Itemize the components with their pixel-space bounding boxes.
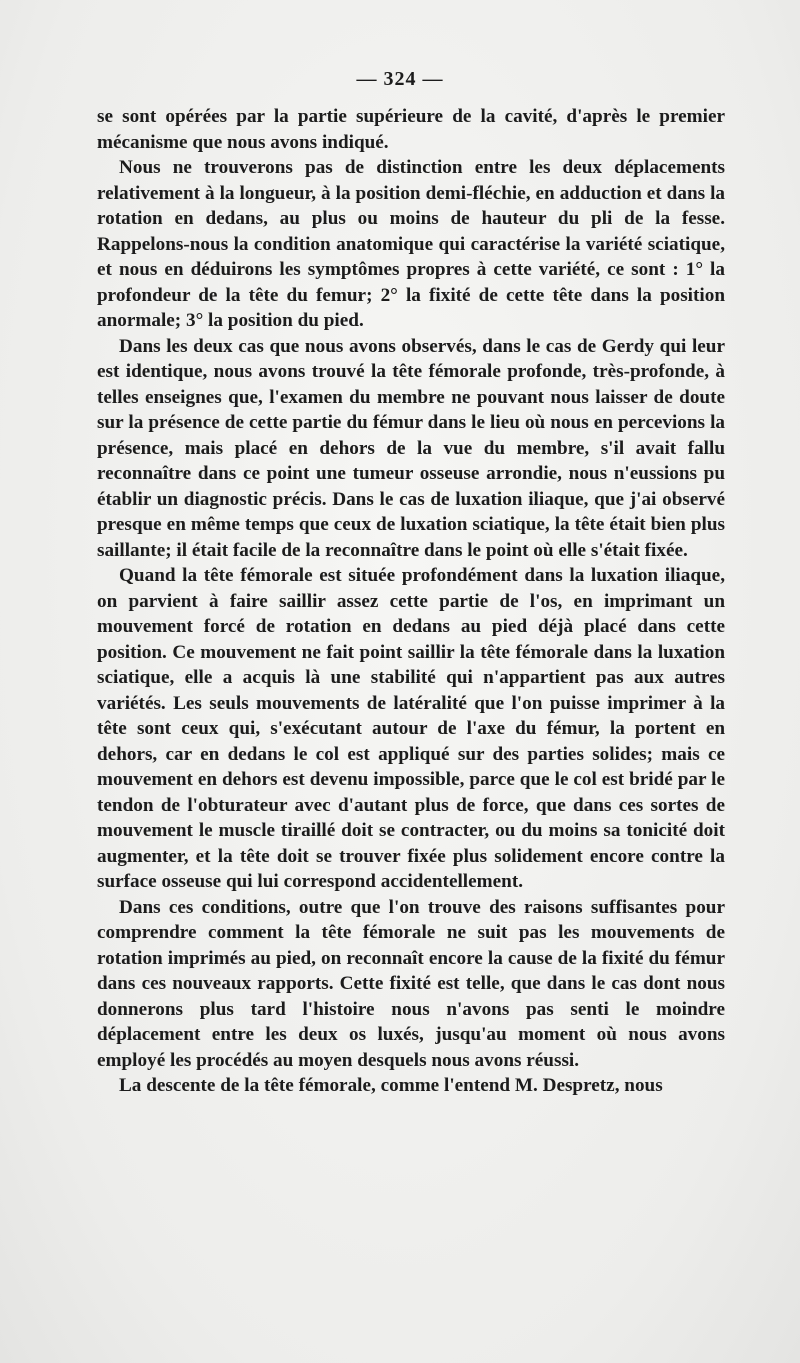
paragraph-1: se sont opérées par la partie supérieure de la cavité, d'après le premier mécanisme que nous avons indiqué. bbox=[97, 106, 725, 153]
page-number: — 324 — bbox=[356, 68, 444, 90]
body-text bbox=[97, 104, 725, 1099]
paragraph-5: Dans ces conditions, outre que l'on trouve des raisons suffisantes pour comprendre comment la tête fémorale ne suit pas les mouvements de rotation imprimés au pied, on reconnaît encore la cause de la fixité du fémur dans ces nouveaux rapports. Cette fixité est telle, que dans le cas dont nous donnerons plus tard l'histoire nous n'avons pas senti le moindre déplacement entre les deux os luxés, jusqu'au moment où nous avons employé les procédés au moyen desquels nous avons réussi. bbox=[97, 896, 725, 1071]
paragraph-4: Quand la tête fémorale est située profondément dans la luxation iliaque, on parvient à faire saillir assez cette partie de l'os, en imprimant un mouvement forcé de rotation en dedans au pied déjà placé dans cette position. Ce mouvement ne fait point saillir la tête fémorale dans la luxation sciatique, elle a acquis là une stabilité qui n'appartient pas aux autres variétés. Les seuls mouvements de latéralité que l'on puisse imprimer à la tête sont ceux qui, s'exécutant autour de l'axe du fémur, la portent en dehors, car en dedans le col est appliqué sur des parties solides; mais ce mouvement en dehors est devenu impossible, parce que le col est bridé par le tendon de l'obturateur avec d'autant plus de force, que dans ces sortes de mouvement le muscle tiraillé doit se contracter, ou du moins sa tonicité doit augmenter, et la tête doit se trouver fixée plus solidement encore contre la surface osseuse qui lui correspond accidentellement. bbox=[97, 565, 725, 892]
paragraph-6: La descente de la tête fémorale, comme l'entend M. Despretz, nous bbox=[119, 1075, 663, 1096]
paragraph-3: Dans les deux cas que nous avons observés, dans le cas de Gerdy qui leur est identique, nous avons trouvé la tête fémorale profonde, très-profonde, à telles enseignes que, l'examen du membre ne pouvant nous laisser de doute sur la présence de cette partie du fémur dans le lieu où nous en percevions la présence, mais placé en dehors de la vue du membre, s'il avait fallu reconnaître dans ce point une tumeur osseuse arrondie, nous n'eussions pu établir un diagnostic précis. Dans le cas de luxation iliaque, que j'ai observé presque en même temps que ceux de luxation sciatique, la tête était bien plus saillante; il était facile de la reconnaître dans le point où elle s'était fixée. bbox=[97, 335, 725, 561]
paragraph-2: Nous ne trouverons pas de distinction entre les deux déplacements relativement à la longueur, à la position demi-fléchie, en adduction et dans la rotation en dedans, au plus ou moins de hauteur du pli de la fesse. Rappelons-nous la condition anatomique qui caractérise la variété sciatique, et nous en déduirons les symptômes propres à cette variété, ce sont : 1° la profondeur de la tête du femur; 2° la fixité de cette tête dans la position anormale; 3° la position du pied. bbox=[97, 157, 725, 331]
